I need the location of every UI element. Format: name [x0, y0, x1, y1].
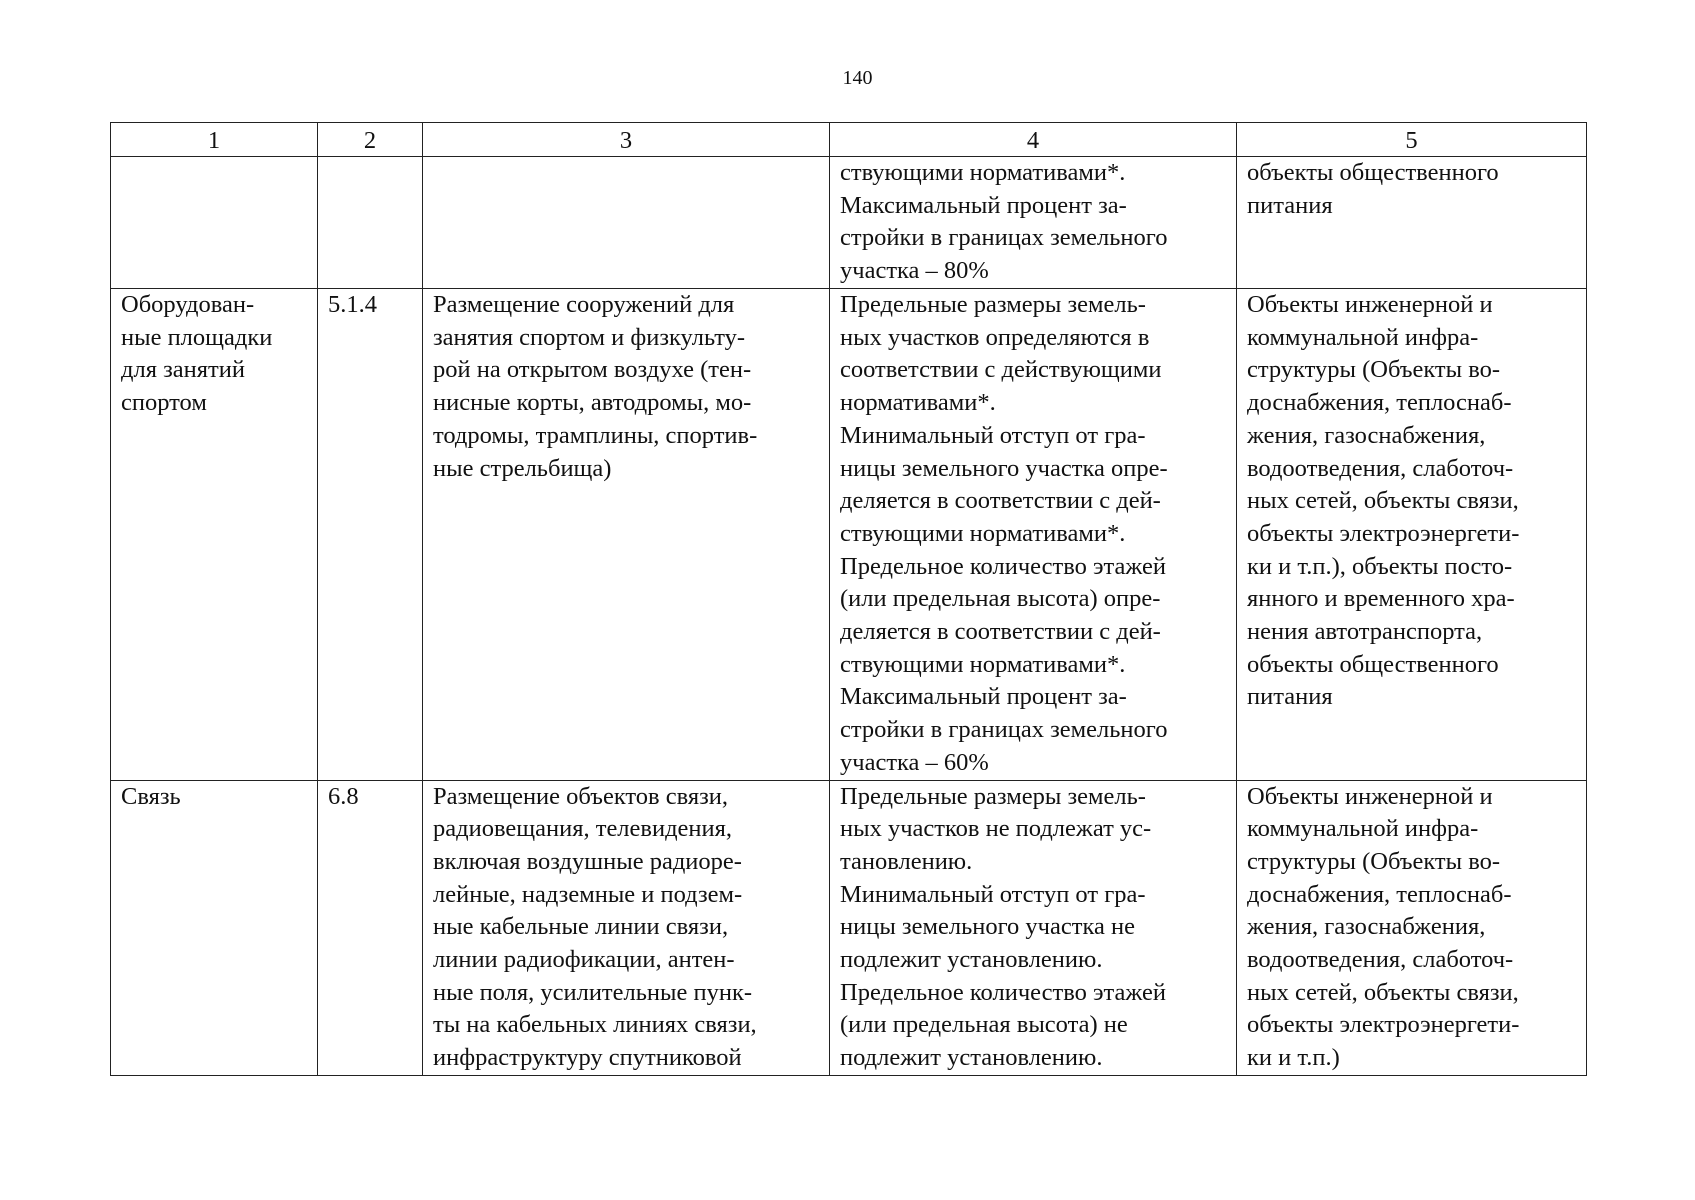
cell-line: ницы земельного участка не [840, 913, 1135, 941]
cell-line: Предельные размеры земель- [840, 782, 1146, 810]
cell-code [318, 289, 423, 781]
cell-line: объекты электроэнергети- [1247, 519, 1520, 547]
cell-line: водоотведения, слаботоч- [1247, 454, 1514, 482]
cell-line: структуры (Объекты во- [1247, 356, 1501, 384]
cell-line: соответствии с действующими [840, 356, 1162, 384]
cell-line: радиовещания, телевидения, [433, 815, 733, 843]
column-header-2: 2 [318, 123, 423, 157]
cell-line: участка – 60% [840, 748, 989, 776]
cell-line: доснабжения, теплоснаб- [1247, 389, 1512, 417]
cell-line: жения, газоснабжения, [1247, 913, 1486, 941]
column-header-5: 5 [1237, 123, 1587, 157]
cell-line: Максимальный процент за- [840, 191, 1127, 219]
cell-line: питания [1247, 191, 1333, 219]
table-header-row [111, 123, 1587, 157]
column-header-4: 4 [830, 123, 1237, 157]
cell-line: нисные корты, автодромы, мо- [433, 389, 752, 417]
cell-line: Предельное количество этажей [840, 552, 1166, 580]
cell-line: включая воздушные радиоре- [433, 847, 742, 875]
page-number: 140 [842, 67, 873, 89]
cell-line: лейные, надземные и подзем- [433, 880, 743, 908]
cell-auxiliary [1237, 780, 1587, 1075]
cell-description [423, 780, 830, 1075]
cell-line: коммунальной инфра- [1247, 323, 1479, 351]
table-row [111, 780, 1587, 1075]
cell-line: объекты электроэнергети- [1247, 1011, 1520, 1039]
cell-line: инфраструктуру спутниковой [433, 1044, 742, 1072]
cell-line: ствующими нормативами*. [840, 159, 1126, 186]
cell-line: Оборудован- [121, 291, 255, 318]
cell-line: доснабжения, теплоснаб- [1247, 880, 1512, 908]
cell-line: занятия спортом и физкульту- [433, 323, 745, 351]
cell-auxiliary [1237, 289, 1587, 781]
cell-description [423, 289, 830, 781]
cell-line: янного и временного хра- [1247, 585, 1515, 613]
column-header-3: 3 [423, 123, 830, 157]
table-row [111, 289, 1587, 781]
cell-line: нормативами*. [840, 389, 996, 417]
cell-line: деляется в соответствии с дей- [840, 487, 1161, 515]
cell-auxiliary [1237, 157, 1587, 289]
cell-line: объекты общественного [1247, 159, 1499, 186]
cell-line: ные поля, усилительные пунк- [433, 978, 753, 1006]
column-header-1: 1 [111, 123, 318, 157]
cell-line: подлежит установлению. [840, 1044, 1103, 1072]
cell-line: ки и т.п.), объекты посто- [1247, 552, 1513, 580]
cell-line: Размещение объектов связи, [433, 782, 729, 810]
cell-line: Минимальный отступ от гра- [840, 421, 1146, 449]
cell-line: структуры (Объекты во- [1247, 847, 1501, 875]
cell-code [318, 780, 423, 1075]
cell-line: ты на кабельных линиях связи, [433, 1011, 757, 1039]
cell-line: ствующими нормативами*. [840, 650, 1126, 678]
cell-line: объекты общественного [1247, 650, 1499, 678]
cell-line: водоотведения, слаботоч- [1247, 946, 1514, 974]
cell-code [318, 157, 423, 289]
cell-line: Минимальный отступ от гра- [840, 880, 1146, 908]
cell-line: 5.1.4 [328, 291, 377, 318]
cell-line: (или предельная высота) опре- [840, 585, 1161, 613]
cell-line: ных сетей, объекты связи, [1247, 487, 1519, 515]
table-row [111, 157, 1587, 289]
cell-line: линии радиофикации, антен- [433, 946, 735, 974]
cell-line: (или предельная высота) не [840, 1011, 1128, 1039]
cell-line: коммунальной инфра- [1247, 815, 1479, 843]
cell-parameters [830, 157, 1237, 289]
cell-line: жения, газоснабжения, [1247, 421, 1486, 449]
cell-line: деляется в соответствии с дей- [840, 618, 1161, 646]
cell-line: ные площадки [121, 323, 273, 351]
cell-name [111, 780, 318, 1075]
land-use-table [110, 122, 1587, 1076]
cell-parameters [830, 289, 1237, 781]
cell-line: тановлению. [840, 847, 973, 875]
cell-description [423, 157, 830, 289]
cell-line: для занятий [121, 356, 245, 384]
cell-name [111, 289, 318, 781]
cell-line: Предельные размеры земель- [840, 291, 1146, 318]
cell-line: Предельное количество этажей [840, 978, 1166, 1006]
cell-line: стройки в границах земельного [840, 224, 1168, 252]
cell-line: подлежит установлению. [840, 946, 1103, 974]
cell-line: ницы земельного участка опре- [840, 454, 1168, 482]
cell-line: ные кабельные линии связи, [433, 913, 729, 941]
cell-line: ных участков не подлежат ус- [840, 815, 1152, 843]
cell-line: нения автотранспорта, [1247, 618, 1483, 646]
cell-line: ных сетей, объекты связи, [1247, 978, 1519, 1006]
cell-line: рой на открытом воздухе (тен- [433, 356, 752, 384]
cell-line: Объекты инженерной и [1247, 782, 1493, 810]
cell-line: ки и т.п.) [1247, 1044, 1340, 1072]
cell-line: Объекты инженерной и [1247, 291, 1493, 318]
cell-parameters [830, 780, 1237, 1075]
cell-line: стройки в границах земельного [840, 716, 1168, 744]
cell-line: ствующими нормативами*. [840, 519, 1126, 547]
cell-line: питания [1247, 683, 1333, 711]
cell-line: ные стрельбища) [433, 454, 612, 482]
cell-line: Связь [121, 782, 181, 810]
cell-line: Максимальный процент за- [840, 683, 1127, 711]
cell-name [111, 157, 318, 289]
cell-line: Размещение сооружений для [433, 291, 735, 318]
cell-line: ных участков определяются в [840, 323, 1150, 351]
cell-line: спортом [121, 389, 207, 417]
cell-line: участка – 80% [840, 257, 989, 285]
cell-line: 6.8 [328, 782, 359, 810]
cell-line: тодромы, трамплины, спортив- [433, 421, 758, 449]
